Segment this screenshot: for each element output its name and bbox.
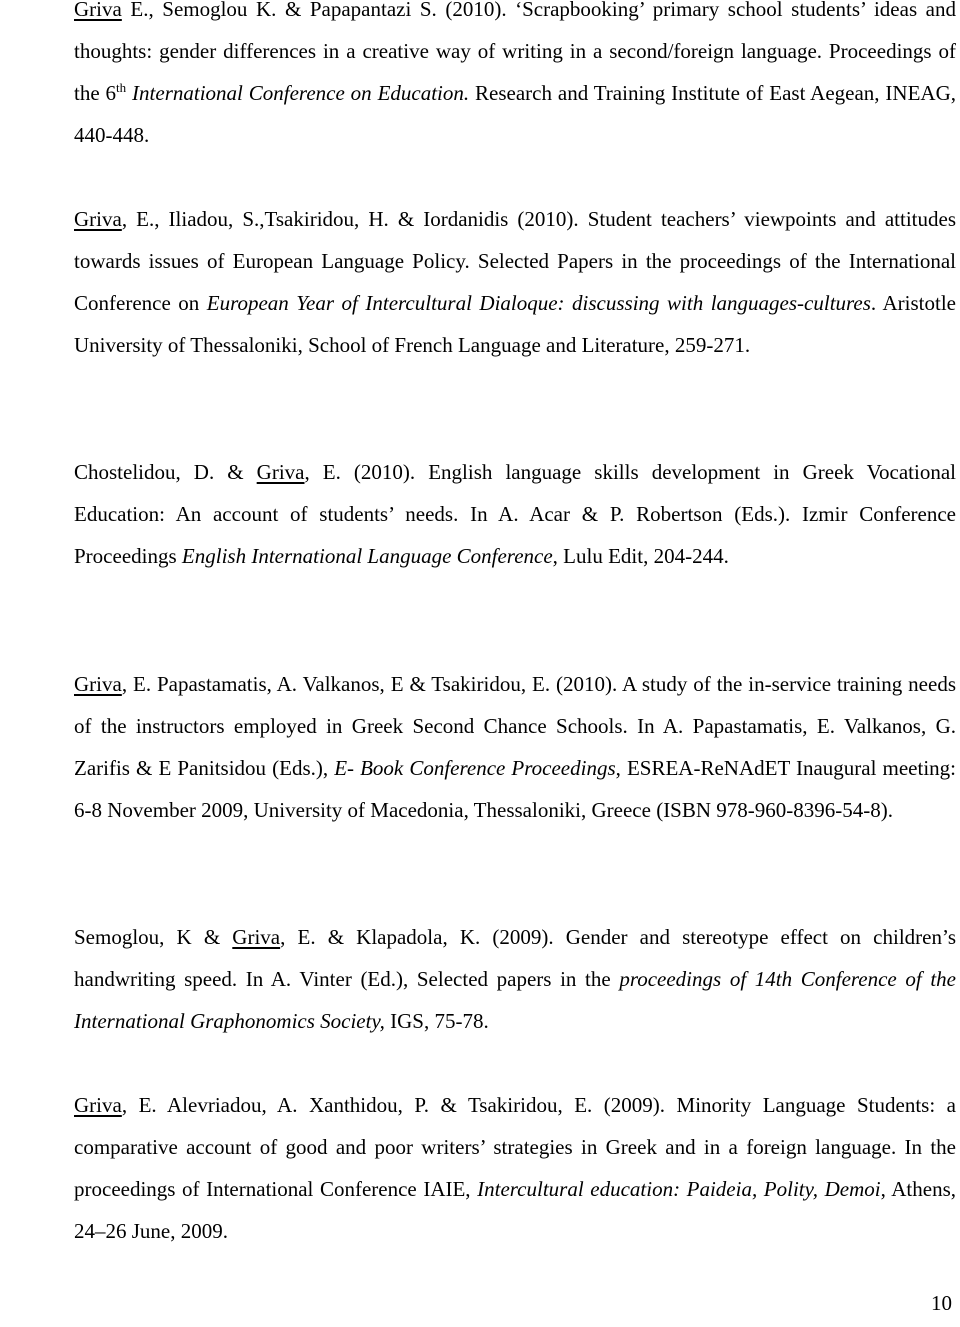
reference-text: , E., Iliadou, S.,Tsakiridou, H. & Iordanidis (2010). Student teachers’ viewpoints and attitudes towards issues of European Language Policy. Selected Papers in the proceedings of the International Conference on: [74, 207, 956, 315]
reference-text: , ESREA-ReNAdET Inaugural meeting: 6-8 November 2009, University of Macedonia, Thessaloniki, Greece (ISBN 978-960-8396-54-8).: [74, 756, 956, 822]
reference-text: E- Book Conference Proceedings: [334, 756, 616, 780]
reference-number: [24, 916, 74, 958]
reference-text: E., Semoglou K. & Papapantazi S. (2010). ‘Scrapbooking’ primary school students’ ideas and thoughts: gender differences in a creative way of writing in a second/foreign language. Proceedings of the 6: [74, 0, 956, 105]
reference-text: , E. Alevriadou, A. Xanthidou, P. & Tsakiridou, E. (2009). Minority Language Students: a comparative account of good and poor writers’ strategies in Greek and in a foreign language. In the proceedings of International Conference IAIE,: [74, 1093, 956, 1201]
reference-text: Intercultural education: Paideia, Polity, Demoi: [477, 1177, 881, 1201]
reference-70: [74, 451, 956, 577]
reference-text: Semoglou, K &: [74, 925, 233, 949]
reference-text: , E. (2010). English language skills development in Greek Vocational Education: An account of students’ needs. In A. Acar & P. Robertson (Eds.). Izmir Conference Proceedings: [74, 460, 956, 568]
reference-number: [24, 0, 74, 30]
author-link: Griva: [74, 1093, 122, 1117]
author-link: Griva: [256, 460, 305, 484]
reference-69: [74, 198, 956, 366]
author-link: Griva: [74, 0, 122, 21]
reference-text: Research and Training Institute of East Aegean, INEAG, 440-448.: [74, 81, 956, 147]
reference-68: [74, 0, 956, 156]
reference-number: [24, 663, 74, 705]
reference-text: European Year of Intercultural Dialoque: discussing with languages-cultures: [206, 291, 871, 315]
reference-text: IGS, 75-78.: [384, 1009, 489, 1033]
reference-text: , Lulu Edit, 204-244.: [552, 544, 729, 568]
reference-text: th: [116, 80, 127, 95]
reference-text: , Athens, 24–26 June, 2009.: [74, 1177, 957, 1243]
reference-71: [74, 663, 956, 831]
reference-72: [74, 916, 956, 1042]
reference-text: , E. Papastamatis, A. Valkanos, E & Tsakiridou, E. (2010). A study of the in-service training needs of the instructors employed in Greek Second Chance Schools. In A. Papastamatis, E. Valkanos, G. Zarifis & E Panitsidou (Eds.),: [74, 672, 956, 780]
reference-text: International Conference on Education.: [126, 81, 470, 105]
reference-text: , E. & Klapadola, K. (2009). Gender and stereotype effect on children’s handwriting speed. In A. Vinter (Ed.), Selected papers in the: [74, 925, 956, 991]
reference-text: Chostelidou, D. &: [74, 460, 257, 484]
reference-number: [24, 1084, 74, 1126]
reference-text: proceedings of 14th Conference of the International Graphonomics Society,: [74, 967, 957, 1033]
reference-text: . Aristotle University of Thessaloniki, School of French Language and Literature, 259-271.: [74, 291, 956, 357]
author-link: Griva: [232, 925, 281, 949]
page-number: 10: [931, 1291, 952, 1315]
reference-text: English International Language Conference: [181, 544, 553, 568]
reference-number: [24, 198, 74, 240]
reference-number: [24, 451, 74, 493]
author-link: Griva: [74, 207, 122, 231]
author-link: Griva: [74, 672, 122, 696]
reference-73: [74, 1084, 956, 1252]
